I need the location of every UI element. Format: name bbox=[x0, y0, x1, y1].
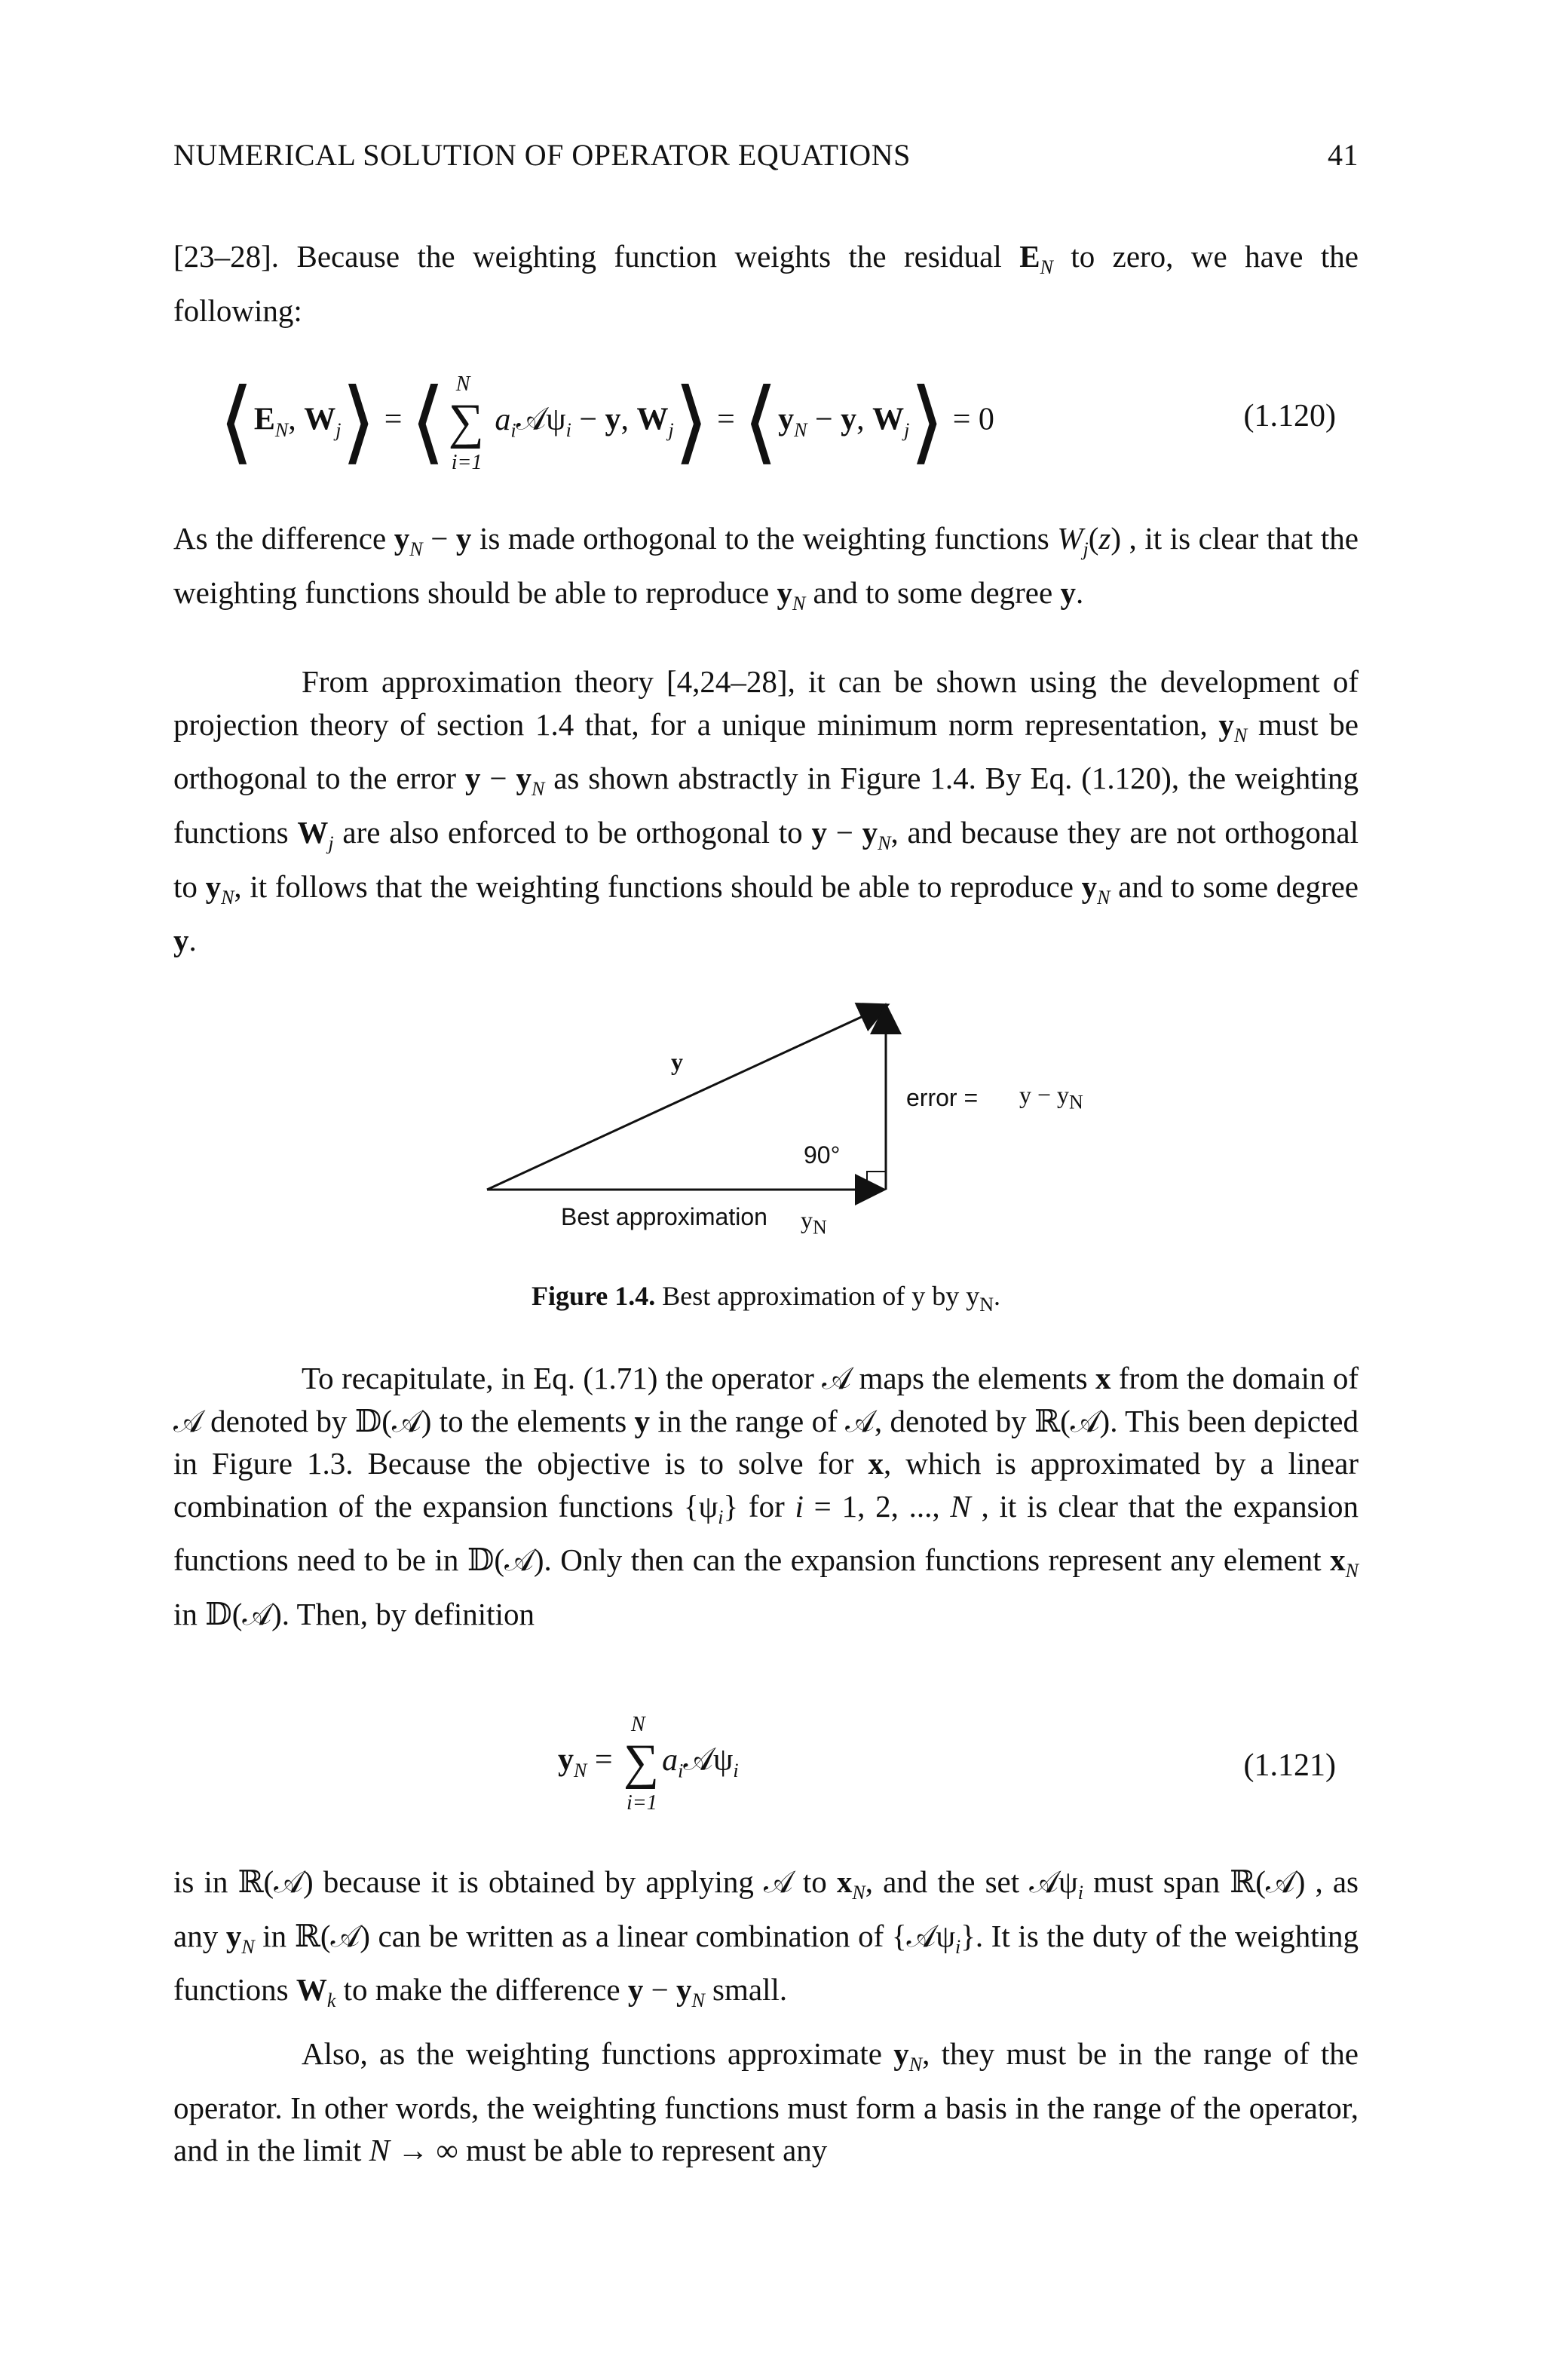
running-title: NUMERICAL SOLUTION OF OPERATOR EQUATIONS bbox=[173, 138, 911, 172]
orthogonal-projection-diagram bbox=[460, 988, 1123, 1259]
figure-caption: Figure 1.4. Best approximation of y by $y_N$. bbox=[531, 1281, 1001, 1316]
equation-number: (1.121) bbox=[1243, 1748, 1336, 1783]
paragraph-6: Also, as the weighting functions approximate $y_N$, they must be in the range of the operator. In other words, the weighting functions must form a basis in the range of the operator, and in the limit N → ∞ must be able to represent any bbox=[173, 2036, 1359, 2168]
paragraph-2: As the difference $y_N - y$ is made orthogonal to the weighting functions $W_j(z)$ , it is clear that the weighting functions should be able to reproduce $y_N$ and to some degree y. bbox=[173, 521, 1359, 614]
page-number: 41 bbox=[1328, 138, 1359, 172]
label-error-expression: $y - y_N$ bbox=[1019, 1081, 1083, 1113]
paragraph-5: is in ℝ(𝒜) because it is obtained by applying 𝒜 to $x_N$, and the set 𝒜ψ$_i$ must span ℝ(𝒜) , as any $y_N$ in ℝ(𝒜) can be written as a linear combination of {𝒜ψ$_i$}. It is the duty of the weighting functions $W_k$ to make the difference $y - y_N$ small. bbox=[173, 1864, 1359, 2012]
label-right-angle: 90° bbox=[804, 1141, 841, 1169]
paragraph-4: To recapitulate, in Eq. (1.71) the operator 𝒜 maps the elements x from the domain of 𝒜 denoted by 𝔻(𝒜) to the elements y in the range of 𝒜, denoted by ℝ(𝒜). This been depicted in Figure 1.3. Because the objective is to solve for x, which is approximated by a linear combination of the expansion functions $\{\psi_i\}$ for i = 1, 2, ..., N , it is clear that the expansion functions need to be in 𝔻(𝒜). Only then can the expansion functions represent any element $x_N$ in 𝔻(𝒜). Then, by definition bbox=[173, 1361, 1359, 1631]
label-best-approximation: Best approximation bbox=[561, 1203, 767, 1230]
equation-1-120-body: $⟨E_N$, $W_j⟩$ = ⟨∑ N i=1 $a_i𝒜\psi_i - y$, $W_j⟩$ = $⟨y_N - y$, $W_j⟩ = 0$ bbox=[219, 372, 994, 474]
summation-symbol: ∑ N i=1 bbox=[448, 372, 484, 474]
equation-1-120 bbox=[173, 362, 1359, 475]
paragraph-1: [23–28]. Because the weighting function weights the residual $E_N$ to zero, we have the following: bbox=[173, 239, 1359, 328]
right-angle-marker bbox=[867, 1172, 886, 1190]
label-y: y bbox=[671, 1048, 683, 1075]
paragraph-3: From approximation theory [4,24–28], it can be shown using the development of projection theory of section 1.4 that, for a unique minimum norm representation, $y_N$ must be orthogonal to the error $y - y_N$ as shown abstractly in Figure 1.4. By Eq. (1.120), the weighting functions $W_j$ are also enforced to be orthogonal to $y - y_N$, and because they are not orthogonal to $y_N$, it follows that the weighting functions should be able to reproduce $y_N$ and to some degree y. bbox=[173, 664, 1359, 958]
running-head bbox=[173, 137, 1359, 182]
equation-1-121-body: $y_N$ = ∑ N i=1 $a_i𝒜\psi_i$ bbox=[558, 1713, 739, 1815]
label-y-n: $y_N$ bbox=[801, 1206, 827, 1239]
summation-symbol: ∑ N i=1 bbox=[623, 1713, 660, 1815]
figure-1-4 bbox=[460, 988, 1123, 1259]
equation-number: (1.120) bbox=[1243, 399, 1336, 433]
equation-1-121 bbox=[173, 1711, 1359, 1824]
label-error: error = bbox=[906, 1084, 979, 1111]
